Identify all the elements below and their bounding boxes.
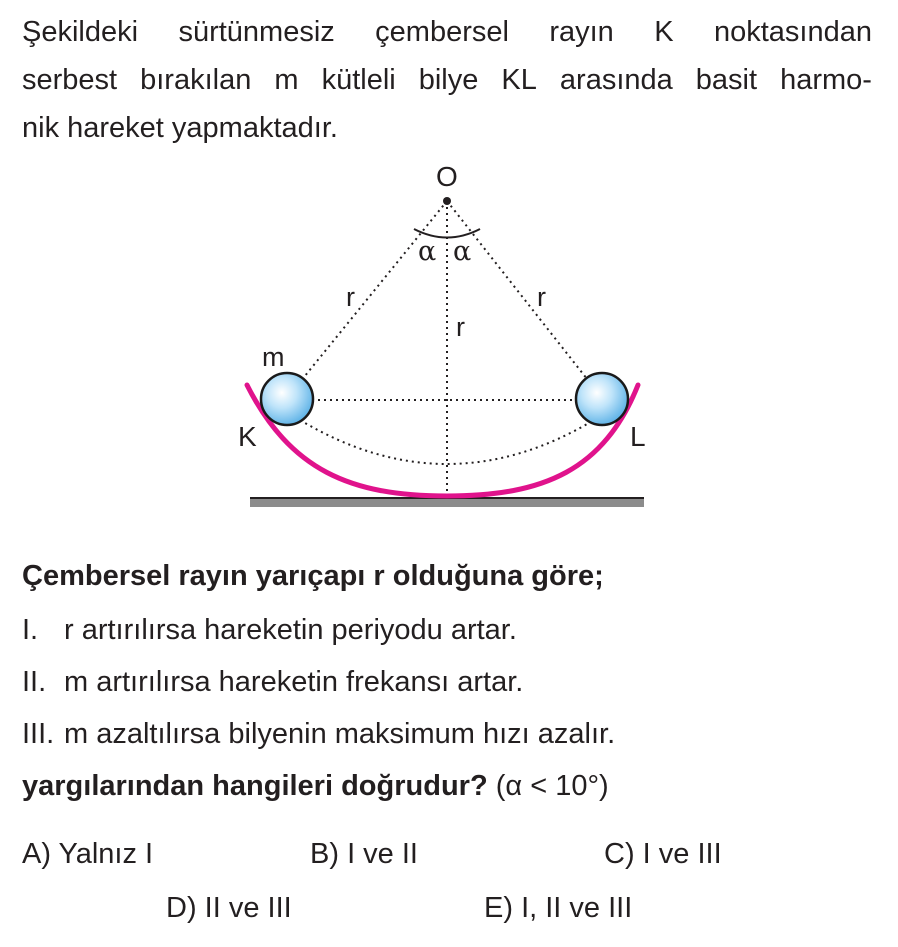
choice-label: D) [166, 892, 197, 924]
choice-label: C) [604, 838, 635, 870]
choice-label: E) [484, 892, 513, 924]
radius-label-left: r [346, 282, 355, 312]
statement-2 [22, 666, 523, 699]
point-k-label: K [238, 421, 257, 452]
choice-d[interactable] [166, 892, 292, 925]
choice-text: I ve III [642, 838, 722, 870]
stem-word: noktasından [713, 16, 872, 48]
ball-at-l [576, 373, 628, 425]
choice-text: I ve II [347, 838, 418, 870]
stem-word: KL [501, 64, 537, 96]
ball-at-k [261, 373, 313, 425]
choice-c[interactable] [604, 838, 722, 871]
statement-number: II. [22, 666, 47, 698]
stem-word: bilye [418, 64, 479, 96]
stem-word: rayın [549, 16, 614, 48]
choice-e[interactable] [484, 892, 632, 925]
choice-text: Yalnız I [58, 838, 154, 870]
statement-3 [22, 718, 615, 751]
stem-word: Şekildeki [22, 16, 139, 48]
ask-text: yargılarından hangileri doğrudur? [22, 770, 488, 802]
choice-label: B) [310, 838, 339, 870]
angle-label-left: α [418, 236, 437, 267]
stem-word: bırakılan [140, 64, 252, 96]
statement-number: I. [22, 614, 39, 646]
stem-word: kütleli [321, 64, 396, 96]
stem-word: basit [695, 64, 758, 96]
stem-word: çembersel [375, 16, 509, 48]
right-radius-line [447, 201, 602, 398]
pivot-point [443, 197, 451, 205]
stem-word: serbest [22, 64, 118, 96]
choice-a[interactable] [22, 838, 153, 871]
radius-label-right: r [537, 282, 546, 312]
radius-label-vertical: r [456, 312, 465, 342]
choice-text: I, II ve III [521, 892, 633, 924]
stem-word: m [274, 64, 299, 96]
stem-word: K [654, 16, 674, 48]
statement-text: r artırılırsa hareketin periyodu artar. [64, 614, 517, 646]
stem-word: harmo- [780, 64, 872, 96]
pivot-label: O [436, 161, 458, 192]
angle-label-right: α [453, 236, 472, 267]
statement-number: III. [22, 718, 55, 750]
statement-text: m azaltılırsa bilyenin maksimum hızı azalır. [64, 718, 616, 750]
left-radius-line [287, 201, 447, 398]
statement-1 [22, 614, 517, 647]
question-ask [22, 770, 609, 803]
lead-in: Çembersel rayın yarıçapı r olduğuna göre; [22, 560, 604, 592]
choice-text: II ve III [204, 892, 292, 924]
ground-surface [250, 498, 644, 507]
mass-label: m [262, 342, 285, 372]
stem-line-3: nik hareket yapmaktadır. [22, 112, 338, 144]
statement-text: m artırılırsa hareketin frekansı artar. [64, 666, 524, 698]
angle-condition: (α < 10°) [495, 770, 609, 802]
stem-word: sürtünmesiz [178, 16, 335, 48]
stem-word: arasında [559, 64, 673, 96]
point-l-label: L [630, 421, 646, 452]
choice-b[interactable] [310, 838, 418, 871]
choice-label: A) [22, 838, 51, 870]
